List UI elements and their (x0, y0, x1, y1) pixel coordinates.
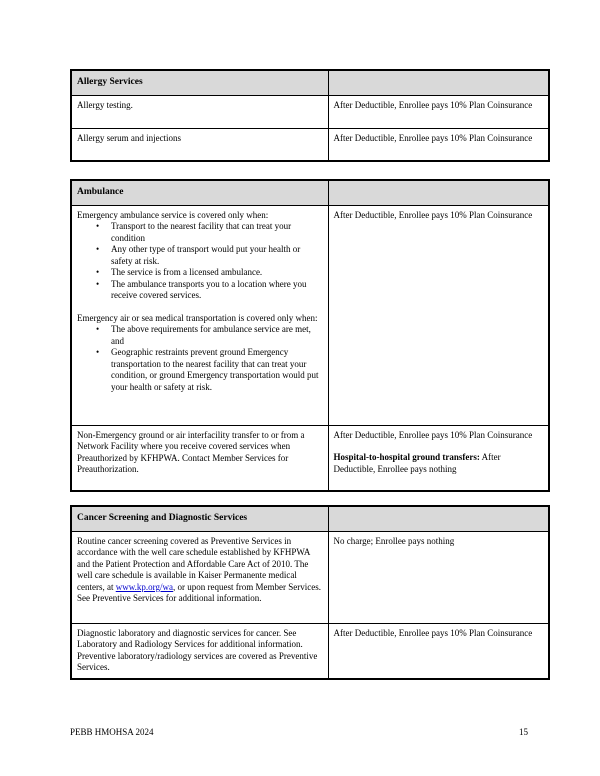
cost-text: After Deductible, Enrollee pays 10% Plan Coinsurance (333, 209, 533, 220)
kp-org-link[interactable]: www.kp.org/wa (115, 581, 173, 592)
air-sea-intro: Emergency air or sea medical transportation is covered only when: (77, 312, 318, 323)
service-cell (71, 623, 328, 679)
service-text: Allergy serum and injections (77, 132, 182, 143)
ambulance-header-empty-cell (328, 180, 549, 205)
allergy-services-table (70, 69, 550, 162)
table-row (71, 205, 549, 425)
footer-page-number: 15 (519, 727, 528, 737)
table-row (71, 531, 549, 623)
cost-cell (328, 623, 549, 679)
ambulance-table-title: Ambulance (71, 180, 328, 205)
cancer-table-title: Cancer Screening and Diagnostic Services (71, 506, 328, 531)
bullet-item: • Geographic restraints prevent ground Emergency transportation to the nearest facility that can treat your condition, or ground Emergency transportation would put your health or safety at risk. (111, 347, 323, 393)
hospital-transfer-value: After Deductible, Enrollee pays nothing (333, 452, 501, 474)
routine-screening-text-pre: Routine cancer screening covered as Preventive Services in accordance with the well care schedule established by KFHPWA and the Patient Protection and Affordable Care Act of 2010. The well care schedule is available in Kaiser Permanente medical centers, at (77, 535, 310, 592)
ambulance-table (70, 179, 550, 492)
page-footer (70, 727, 528, 737)
bullet-item: • Transport to the nearest facility that can treat your condition (111, 221, 323, 244)
cost-text: After Deductible, Enrollee pays 10% Plan Coinsurance (333, 132, 533, 143)
cancer-header-empty-cell (328, 506, 549, 531)
table-row (71, 128, 549, 161)
service-text: Non-Emergency ground or air interfacility transfer to or from a Network Facility where you receive covered services when Preauthorized by KFHPWA. Contact Member Services for Preauthorization. (77, 429, 305, 474)
table-row (71, 425, 549, 491)
service-cell (71, 95, 328, 128)
cancer-screening-table (70, 505, 550, 680)
emergency-ambulance-intro: Emergency ambulance service is covered only when: (77, 209, 269, 220)
routine-screening-text-post: , or upon request from Member Services. See Preventive Services for additional information. (77, 581, 321, 603)
cost-text: After Deductible, Enrollee pays 10% Plan Coinsurance (333, 99, 533, 110)
service-cell (71, 531, 328, 623)
service-cell (71, 128, 328, 161)
paragraph-spacer (334, 441, 544, 452)
bullet-item: • The ambulance transports you to a location where you receive covered services. (111, 279, 323, 302)
cost-text: After Deductible, Enrollee pays 10% Plan Coinsurance (333, 627, 533, 638)
cost-cell (328, 531, 549, 623)
bullet-item: • Any other type of transport would put your health or safety at risk. (111, 244, 323, 267)
hospital-transfer-label: Hospital-to-hospital ground transfers: (333, 452, 480, 462)
bullet-list (77, 221, 323, 302)
cancer-header-row (71, 506, 549, 531)
cost-text: No charge; Enrollee pays nothing (333, 535, 455, 546)
service-text: Diagnostic laboratory and diagnostic services for cancer. See Laboratory and Radiology Services for additional information. Preventive laboratory/radiology services are covered as Preventive Services. (77, 627, 318, 672)
service-cell (71, 205, 328, 425)
bullet-list (77, 324, 323, 393)
service-text (77, 536, 323, 605)
cost-cell (328, 205, 549, 425)
paragraph-spacer (77, 302, 323, 313)
ambulance-header-row (71, 180, 549, 205)
bullet-item: • The above requirements for ambulance service are met, and (111, 324, 323, 347)
service-cell (71, 425, 328, 491)
allergy-header-empty-cell (328, 70, 549, 95)
bullet-item: • The service is from a licensed ambulance. (111, 267, 323, 279)
cost-text: After Deductible, Enrollee pays 10% Plan Coinsurance (333, 429, 533, 440)
cost-cell (328, 425, 549, 491)
cost-cell (328, 95, 549, 128)
footer-doc-id: PEBB HMOHSA 2024 (70, 727, 154, 737)
table-row (71, 623, 549, 679)
service-text: Allergy testing. (77, 99, 133, 110)
cost-cell (328, 128, 549, 161)
cost-text-secondary (334, 452, 544, 475)
allergy-table-title: Allergy Services (71, 70, 328, 95)
table-row (71, 95, 549, 128)
allergy-header-row (71, 70, 549, 95)
